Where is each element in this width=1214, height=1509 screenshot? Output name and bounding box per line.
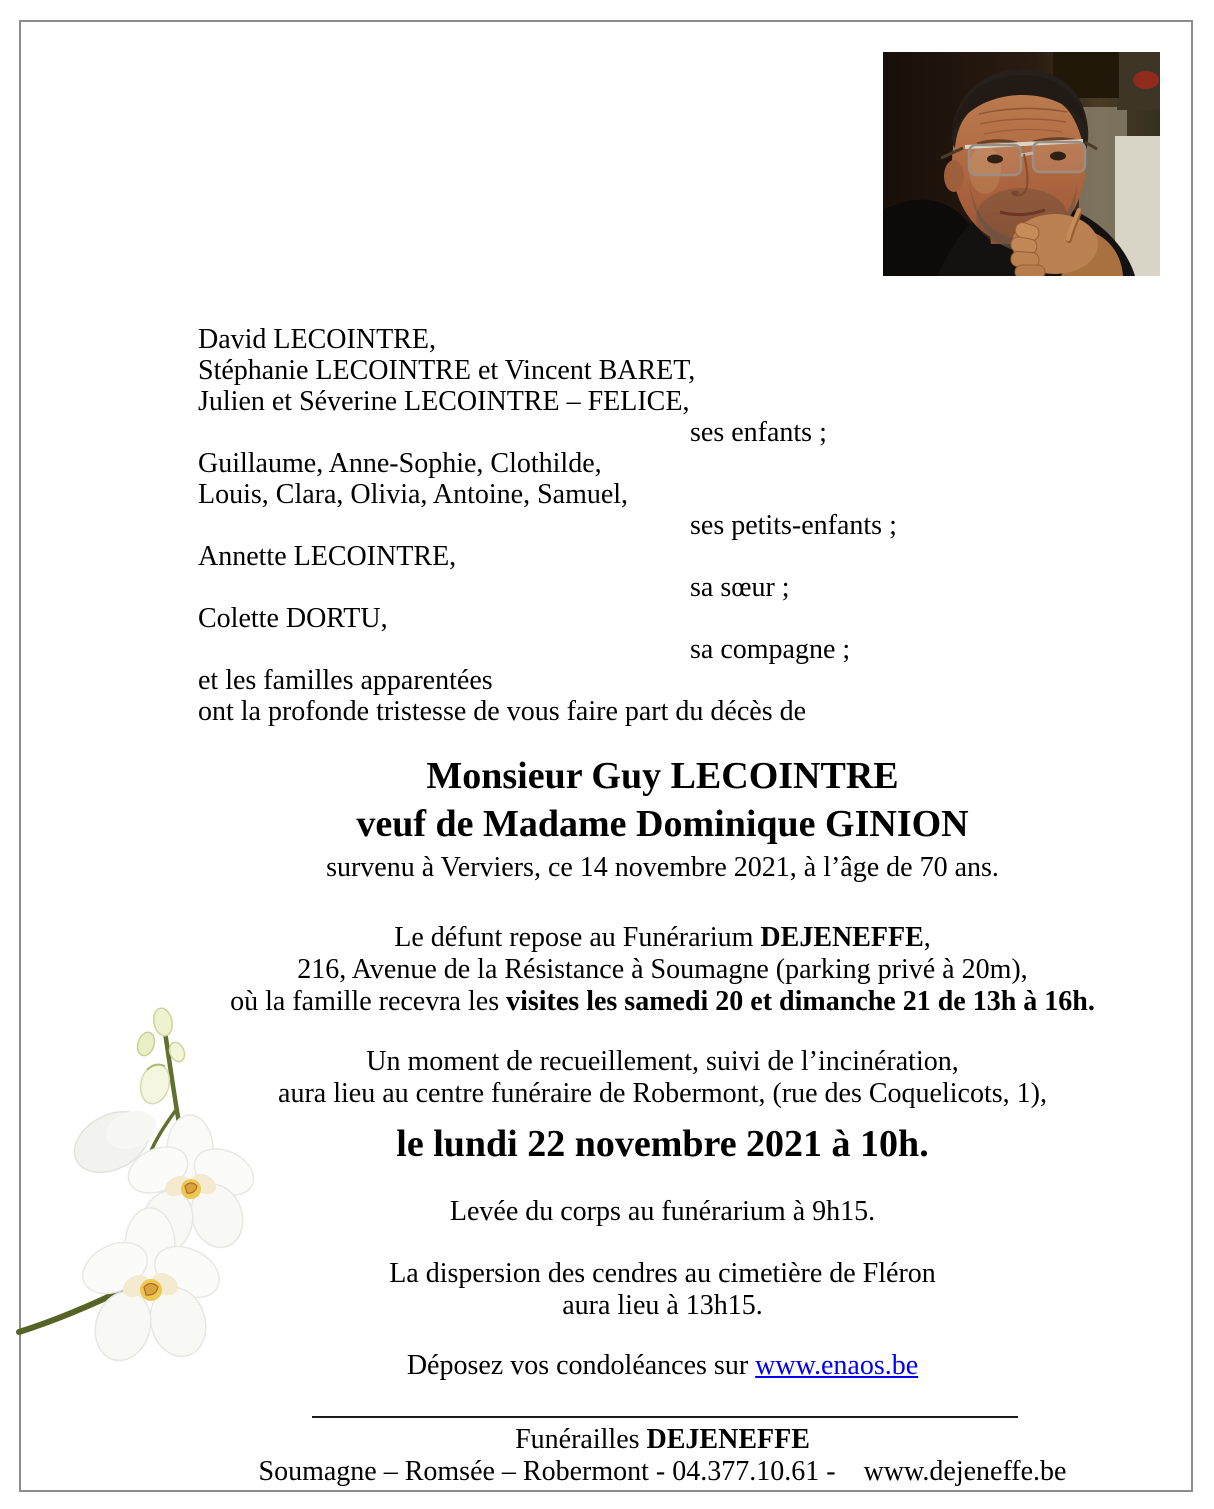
condolences-line: Déposez vos condoléances sur www.enaos.be xyxy=(406,1350,919,1381)
relation-line: sa compagne ; xyxy=(690,634,851,665)
family-line: et les familles apparentées xyxy=(198,665,493,696)
family-line: Colette DORTU, xyxy=(198,603,388,634)
funeral-home-name: DEJENEFFE xyxy=(760,922,924,953)
relation-line: sa sœur ; xyxy=(690,572,790,603)
footer-divider xyxy=(312,1416,1018,1418)
visits-line: où la famille recevra les visites les samedi 20 et dimanche 21 de 13h à 16h. xyxy=(230,986,1095,1017)
family-line: David LECOINTRE, xyxy=(198,324,436,355)
family-line: Louis, Clara, Olivia, Antoine, Samuel, xyxy=(198,479,629,510)
dispersion-paragraph xyxy=(198,1258,1127,1322)
family-line: Stéphanie LECOINTRE et Vincent BARET, xyxy=(198,355,696,386)
deceased-widower-line: veuf de Madame Dominique GINION xyxy=(356,803,969,845)
relation-line: ses petits-enfants ; xyxy=(690,510,897,541)
ceremony-line1: Un moment de recueillement, suivi de l’incinération, xyxy=(366,1046,959,1077)
enaos-link[interactable]: www.enaos.be xyxy=(755,1350,919,1381)
deceased-name: Monsieur Guy LECOINTRE xyxy=(426,755,899,797)
family-line: Annette LECOINTRE, xyxy=(198,541,457,572)
repose-line1: Le défunt repose au Funérarium DEJENEFFE, xyxy=(394,922,931,953)
family-line: Julien et Séverine LECOINTRE – FELICE, xyxy=(198,386,690,417)
repose-paragraph xyxy=(198,922,1127,1018)
announcement-line: ont la profonde tristesse de vous faire part du décès de xyxy=(198,696,807,727)
visits-schedule: visites les samedi 20 et dimanche 21 de 13h à 16h. xyxy=(506,986,1095,1017)
dispersion-line1: La dispersion des cendres au cimetière de Fléron xyxy=(389,1258,936,1289)
death-details: survenu à Verviers, ce 14 novembre 2021, à l’âge de 70 ans. xyxy=(326,852,999,883)
ceremony-paragraph xyxy=(198,1046,1127,1110)
funeral-home-line: Funérailles DEJENEFFE xyxy=(515,1424,810,1455)
repose-address: 216, Avenue de la Résistance à Soumagne (parking privé à 20m), xyxy=(297,954,1028,985)
footer-contact-line: Soumagne – Romsée – Robermont - 04.377.10.61 - www.dejeneffe.be xyxy=(258,1456,1067,1487)
family-names-block xyxy=(198,324,1127,727)
family-line: Guillaume, Anne-Sophie, Clothilde, xyxy=(198,448,602,479)
dispersion-line2: aura lieu à 13h15. xyxy=(562,1290,763,1321)
portrait-illustration xyxy=(883,52,1160,276)
relation-line: ses enfants ; xyxy=(690,417,827,448)
ceremony-line2: aura lieu au centre funéraire de Robermont, (rue des Coquelicots, 1), xyxy=(278,1078,1047,1109)
portrait-photo xyxy=(883,52,1160,276)
ceremony-date: le lundi 22 novembre 2021 à 10h. xyxy=(396,1123,929,1165)
funeral-home-name-footer: DEJENEFFE xyxy=(646,1424,810,1455)
levee-line: Levée du corps au funérarium à 9h15. xyxy=(449,1196,876,1227)
deceased-title-block xyxy=(198,752,1127,886)
